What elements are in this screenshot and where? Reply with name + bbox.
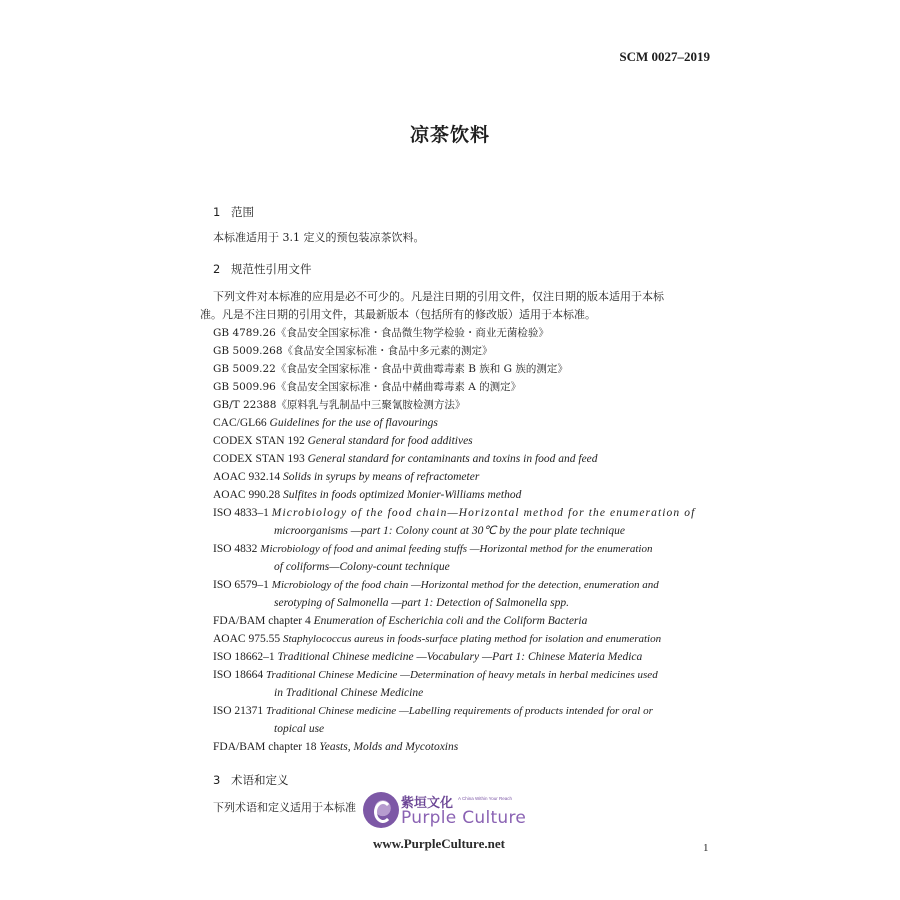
reference-item xyxy=(213,342,713,360)
reference-code: ISO 21371 xyxy=(213,705,264,717)
watermark xyxy=(363,792,553,854)
watermark-brand-name: Purple Culture xyxy=(401,808,527,828)
reference-title: Solids in syrups by means of refractometer xyxy=(282,471,480,483)
references-intro xyxy=(200,288,710,324)
references-intro-line: 下列文件对本标准的应用是必不可少的。凡是注日期的引用文件，仅注日期的版本适用于本标 xyxy=(213,290,664,303)
reference-title: Enumeration of Escherichia coli and the Coliform Bacteria xyxy=(313,615,588,627)
reference-item xyxy=(213,324,713,342)
reference-item xyxy=(213,432,713,450)
reference-title: Microbiology of food and animal feeding stuffs —Horizontal method for the enumeration xyxy=(260,543,653,555)
standard-code: SCM 0027–2019 xyxy=(619,49,710,64)
document-title: 凉茶饮料 xyxy=(409,124,490,146)
scope-text: 本标准适用于 3.1 定义的预包装凉茶饮料。 xyxy=(213,231,425,244)
reference-item xyxy=(213,738,713,756)
reference-title: Yeasts, Molds and Mycotoxins xyxy=(319,741,459,753)
page-number: 1 xyxy=(703,842,709,854)
reference-code: GB 4789.26 xyxy=(213,327,276,339)
reference-title-continuation: of coliforms—Colony-count technique xyxy=(274,561,450,573)
reference-item xyxy=(213,648,713,666)
reference-title: General standard for contaminants and toxins in food and feed xyxy=(307,453,598,465)
references-intro-line: 准。凡是不注日期的引用文件，其最新版本（包括所有的修改版）适用于本标准。 xyxy=(200,308,596,321)
reference-item xyxy=(213,378,713,396)
reference-code: ISO 18664 xyxy=(213,669,264,681)
reference-title: Staphylococcus aureus in foods-surface plating method for isolation and enumeration xyxy=(282,633,662,645)
reference-item xyxy=(213,576,713,612)
reference-code: FDA/BAM chapter 4 xyxy=(213,615,311,627)
section-heading-scope xyxy=(213,204,254,220)
reference-code: FDA/BAM chapter 18 xyxy=(213,741,317,753)
reference-title: 《食品安全国家标准・食品微生物学检验・商业无菌检验》 xyxy=(275,327,549,339)
terms-intro: 下列术语和定义适用于本标准 xyxy=(213,801,356,814)
reference-code: GB/T 22388 xyxy=(213,399,277,411)
reference-code: ISO 6579–1 xyxy=(213,579,269,591)
reference-title: Guidelines for the use of flavourings xyxy=(269,417,438,429)
reference-code: AOAC 975.55 xyxy=(213,633,281,645)
reference-title: 《原料乳与乳制品中三聚氰胺检测方法》 xyxy=(276,399,466,411)
reference-item xyxy=(213,612,713,630)
reference-item xyxy=(213,504,713,540)
reference-title: Microbiology of the food chain—Horizontal method for the enumeration of xyxy=(271,507,696,519)
reference-code: AOAC 932.14 xyxy=(213,471,281,483)
reference-title: 《食品安全国家标准・食品中黄曲霉毒素 B 族和 G 族的测定》 xyxy=(275,363,568,375)
section-title: 范围 xyxy=(231,205,254,219)
reference-title-continuation: topical use xyxy=(274,723,325,735)
reference-item xyxy=(213,540,713,576)
reference-item xyxy=(213,486,713,504)
reference-code: GB 5009.22 xyxy=(213,363,276,375)
reference-code: GB 5009.268 xyxy=(213,345,283,357)
reference-code: ISO 4833–1 xyxy=(213,507,269,519)
watermark-url: www.PurpleCulture.net xyxy=(373,836,505,851)
watermark-tagline: A China Within Your Reach xyxy=(458,796,513,801)
reference-code: CODEX STAN 192 xyxy=(213,435,305,447)
watermark-chinese-name: 紫垣文化 xyxy=(401,796,454,811)
section-number: 2 xyxy=(213,262,221,276)
reference-item xyxy=(213,702,713,738)
reference-title-continuation: microorganisms —part 1: Colony count at 30℃ by the pour plate technique xyxy=(274,525,625,537)
reference-item xyxy=(213,396,713,414)
reference-code: ISO 4832 xyxy=(213,543,258,555)
reference-title-continuation: in Traditional Chinese Medicine xyxy=(274,687,424,699)
reference-item xyxy=(213,468,713,486)
section-title: 规范性引用文件 xyxy=(231,262,312,276)
reference-code: ISO 18662–1 xyxy=(213,651,275,663)
reference-title: General standard for food additives xyxy=(307,435,473,447)
reference-code: CAC/GL66 xyxy=(213,417,267,429)
reference-item xyxy=(213,360,713,378)
reference-item xyxy=(213,630,713,648)
section-heading-terms xyxy=(213,772,289,788)
reference-code: GB 5009.96 xyxy=(213,381,276,393)
reference-title: Microbiology of the food chain —Horizontal method for the detection, enumeration and xyxy=(271,579,659,591)
reference-item xyxy=(213,450,713,468)
reference-item xyxy=(213,666,713,702)
reference-title: Traditional Chinese Medicine —Determination of heavy metals in herbal medicines used xyxy=(266,669,658,681)
reference-title: 《食品安全国家标准・食品中多元素的测定》 xyxy=(282,345,493,357)
reference-title-continuation: serotyping of Salmonella —part 1: Detection of Salmonella spp. xyxy=(274,597,570,609)
section-number: 1 xyxy=(213,205,221,219)
purple-culture-logo-icon xyxy=(363,792,399,828)
section-heading-references xyxy=(213,261,312,277)
reference-title: 《食品安全国家标准・食品中赭曲霉毒素 A 的测定》 xyxy=(275,381,522,393)
section-number: 3 xyxy=(213,773,221,787)
reference-title: Traditional Chinese medicine —Labelling requirements of products intended for oral or xyxy=(266,705,653,717)
reference-title: Traditional Chinese medicine —Vocabulary —Part 1: Chinese Materia Medica xyxy=(277,651,643,663)
reference-item xyxy=(213,414,713,432)
reference-title: Sulfites in foods optimized Monier-Williams method xyxy=(282,489,522,501)
reference-code: CODEX STAN 193 xyxy=(213,453,305,465)
section-title: 术语和定义 xyxy=(231,773,289,787)
reference-code: AOAC 990.28 xyxy=(213,489,281,501)
